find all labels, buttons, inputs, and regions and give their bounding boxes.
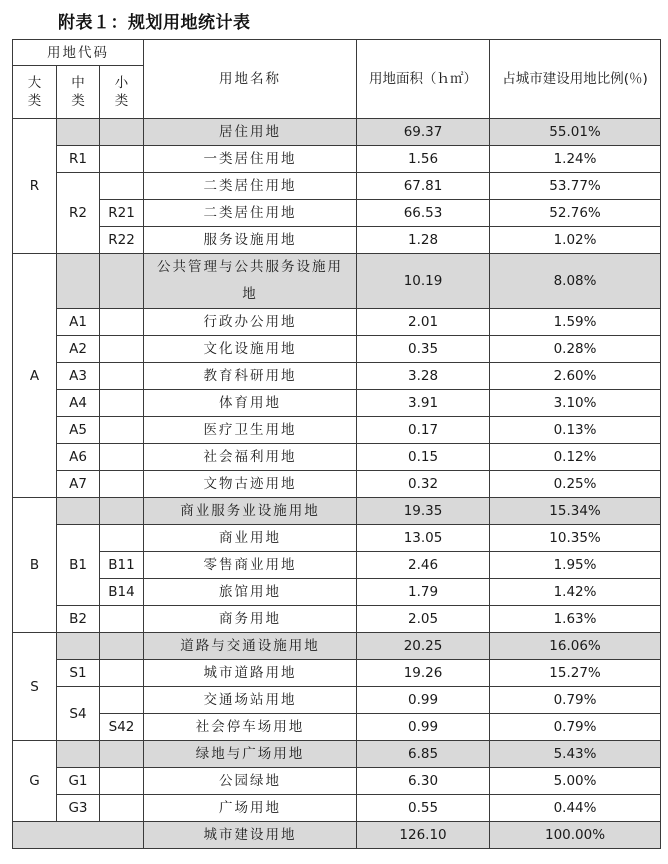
- minor-code: [100, 633, 144, 660]
- medium-code: S4: [57, 687, 100, 741]
- land-name: 旅馆用地: [144, 579, 357, 606]
- land-name: 服务设施用地: [144, 227, 357, 254]
- land-ratio: 0.28%: [490, 336, 661, 363]
- land-area: 6.85: [357, 741, 490, 768]
- medium-code: A4: [57, 390, 100, 417]
- land-ratio: 0.79%: [490, 714, 661, 741]
- total-code-blank: [13, 822, 144, 849]
- medium-code: [57, 498, 100, 525]
- table-header-row: [13, 40, 661, 66]
- table-row: [13, 227, 661, 254]
- land-name: 体育用地: [144, 390, 357, 417]
- land-area: 0.17: [357, 417, 490, 444]
- total-area: 126.10: [357, 822, 490, 849]
- land-ratio: 1.59%: [490, 309, 661, 336]
- land-ratio: 3.10%: [490, 390, 661, 417]
- land-ratio: 0.44%: [490, 795, 661, 822]
- table-row: [13, 363, 661, 390]
- minor-code: [100, 741, 144, 768]
- land-ratio: 0.13%: [490, 417, 661, 444]
- land-name: 二类居住用地: [144, 173, 357, 200]
- table-row: [13, 146, 661, 173]
- medium-code: S1: [57, 660, 100, 687]
- medium-code: [57, 254, 100, 309]
- table-row: [13, 444, 661, 471]
- land-name: 文物古迹用地: [144, 471, 357, 498]
- land-ratio: 0.25%: [490, 471, 661, 498]
- land-area: 67.81: [357, 173, 490, 200]
- total-row: [13, 822, 661, 849]
- land-name: 居住用地: [144, 119, 357, 146]
- land-name: 商业用地: [144, 525, 357, 552]
- minor-code: [100, 525, 144, 552]
- minor-code: [100, 119, 144, 146]
- table-row: [13, 336, 661, 363]
- table-row: [13, 552, 661, 579]
- table-row: [13, 254, 661, 309]
- land-ratio: 5.43%: [490, 741, 661, 768]
- major-code: R: [13, 119, 57, 254]
- minor-code: [100, 498, 144, 525]
- medium-code: B2: [57, 606, 100, 633]
- medium-code: G3: [57, 795, 100, 822]
- land-name: 文化设施用地: [144, 336, 357, 363]
- medium-code: A2: [57, 336, 100, 363]
- medium-code: A6: [57, 444, 100, 471]
- medium-code: [57, 741, 100, 768]
- minor-code: S42: [100, 714, 144, 741]
- land-area: 20.25: [357, 633, 490, 660]
- table-row: [13, 633, 661, 660]
- land-ratio: 15.34%: [490, 498, 661, 525]
- header-area: 用地面积（ｈ㎡）: [357, 40, 490, 119]
- land-ratio: 10.35%: [490, 525, 661, 552]
- land-area: 19.26: [357, 660, 490, 687]
- medium-code: A1: [57, 309, 100, 336]
- table-row: [13, 200, 661, 227]
- table-row: [13, 606, 661, 633]
- minor-code: B11: [100, 552, 144, 579]
- land-name: 医疗卫生用地: [144, 417, 357, 444]
- minor-code: [100, 390, 144, 417]
- land-name: 教育科研用地: [144, 363, 357, 390]
- land-area: 0.99: [357, 687, 490, 714]
- land-area: 3.91: [357, 390, 490, 417]
- medium-code: R2: [57, 173, 100, 254]
- major-code: S: [13, 633, 57, 741]
- medium-code: B1: [57, 525, 100, 606]
- land-area: 0.55: [357, 795, 490, 822]
- minor-code: [100, 795, 144, 822]
- land-ratio: 55.01%: [490, 119, 661, 146]
- land-name: 交通场站用地: [144, 687, 357, 714]
- land-name: 零售商业用地: [144, 552, 357, 579]
- table-row: [13, 687, 661, 714]
- land-ratio: 1.24%: [490, 146, 661, 173]
- medium-code: A7: [57, 471, 100, 498]
- table-row: [13, 741, 661, 768]
- minor-code: [100, 309, 144, 336]
- land-area: 2.01: [357, 309, 490, 336]
- land-use-table: [12, 39, 661, 849]
- minor-code: [100, 768, 144, 795]
- table-row: [13, 119, 661, 146]
- major-code: G: [13, 741, 57, 822]
- land-name: 社会福利用地: [144, 444, 357, 471]
- land-ratio: 0.79%: [490, 687, 661, 714]
- land-ratio: 1.95%: [490, 552, 661, 579]
- land-area: 0.99: [357, 714, 490, 741]
- table-row: [13, 579, 661, 606]
- header-code: 用地代码: [13, 40, 144, 66]
- land-ratio: 16.06%: [490, 633, 661, 660]
- land-name: 广场用地: [144, 795, 357, 822]
- medium-code: [57, 119, 100, 146]
- minor-code: [100, 471, 144, 498]
- minor-code: [100, 173, 144, 200]
- land-area: 1.56: [357, 146, 490, 173]
- land-area: 2.46: [357, 552, 490, 579]
- land-ratio: 1.02%: [490, 227, 661, 254]
- land-area: 13.05: [357, 525, 490, 552]
- land-ratio: 1.42%: [490, 579, 661, 606]
- major-code: A: [13, 254, 57, 498]
- minor-code: [100, 417, 144, 444]
- page-title: 附表１：规划用地统计表: [58, 13, 251, 33]
- land-area: 0.35: [357, 336, 490, 363]
- land-name: 城市道路用地: [144, 660, 357, 687]
- table-row: [13, 525, 661, 552]
- land-name: 道路与交通设施用地: [144, 633, 357, 660]
- table-row: [13, 795, 661, 822]
- land-area: 1.28: [357, 227, 490, 254]
- land-name: 商务用地: [144, 606, 357, 633]
- minor-code: B14: [100, 579, 144, 606]
- minor-code: [100, 660, 144, 687]
- land-name: 商业服务业设施用地: [144, 498, 357, 525]
- land-area: 1.79: [357, 579, 490, 606]
- minor-code: [100, 363, 144, 390]
- major-code: B: [13, 498, 57, 633]
- land-area: 6.30: [357, 768, 490, 795]
- minor-code: R21: [100, 200, 144, 227]
- table-row: [13, 714, 661, 741]
- land-name: 公园绿地: [144, 768, 357, 795]
- land-area: 19.35: [357, 498, 490, 525]
- land-area: 66.53: [357, 200, 490, 227]
- land-ratio: 53.77%: [490, 173, 661, 200]
- land-name: 行政办公用地: [144, 309, 357, 336]
- land-ratio: 1.63%: [490, 606, 661, 633]
- total-ratio: 100.00%: [490, 822, 661, 849]
- medium-code: [57, 633, 100, 660]
- land-ratio: 2.60%: [490, 363, 661, 390]
- land-ratio: 8.08%: [490, 254, 661, 309]
- minor-code: [100, 606, 144, 633]
- table-row: [13, 768, 661, 795]
- land-ratio: 0.12%: [490, 444, 661, 471]
- table-row: [13, 390, 661, 417]
- land-area: 69.37: [357, 119, 490, 146]
- land-name: 一类居住用地: [144, 146, 357, 173]
- minor-code: [100, 254, 144, 309]
- land-area: 10.19: [357, 254, 490, 309]
- land-name: 二类居住用地: [144, 200, 357, 227]
- land-ratio: 15.27%: [490, 660, 661, 687]
- table-row: [13, 660, 661, 687]
- header-major: 大 类: [13, 66, 57, 119]
- land-name: 社会停车场用地: [144, 714, 357, 741]
- table-row: [13, 309, 661, 336]
- total-name: 城市建设用地: [144, 822, 357, 849]
- minor-code: [100, 687, 144, 714]
- medium-code: A5: [57, 417, 100, 444]
- table-row: [13, 173, 661, 200]
- land-name: 绿地与广场用地: [144, 741, 357, 768]
- land-area: 3.28: [357, 363, 490, 390]
- table-row: [13, 417, 661, 444]
- land-ratio: 5.00%: [490, 768, 661, 795]
- minor-code: [100, 146, 144, 173]
- land-area: 2.05: [357, 606, 490, 633]
- land-area: 0.32: [357, 471, 490, 498]
- medium-code: A3: [57, 363, 100, 390]
- header-minor: 小 类: [100, 66, 144, 119]
- land-name: 公共管理与公共服务设施用地: [144, 254, 357, 309]
- minor-code: [100, 336, 144, 363]
- land-area: 0.15: [357, 444, 490, 471]
- land-ratio: 52.76%: [490, 200, 661, 227]
- table-row: [13, 471, 661, 498]
- header-name: 用地名称: [144, 40, 357, 119]
- header-medium: 中 类: [57, 66, 100, 119]
- header-ratio: 占城市建设用地比例(％): [490, 40, 661, 119]
- table-row: [13, 498, 661, 525]
- medium-code: G1: [57, 768, 100, 795]
- minor-code: [100, 444, 144, 471]
- medium-code: R1: [57, 146, 100, 173]
- minor-code: R22: [100, 227, 144, 254]
